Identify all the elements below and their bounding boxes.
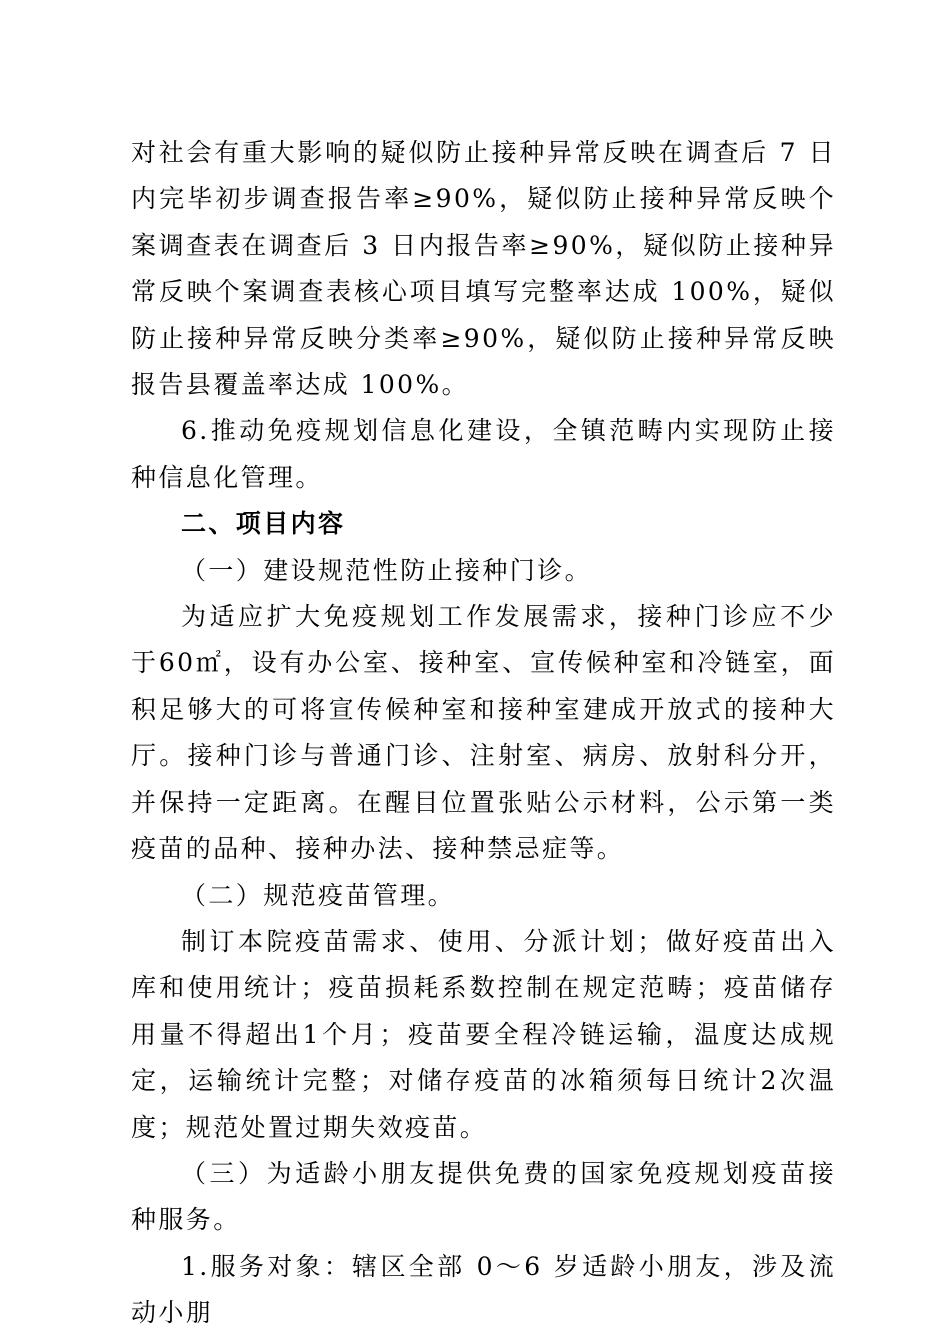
paragraph-informatization: 6.推动免疫规划信息化建设，全镇范畴内实现防止接种信息化管理。 [131,416,836,492]
document-body [131,130,836,1337]
paragraph-vaccination-reporting-rates: 对社会有重大影响的疑似防止接种异常反映在调查后 7 日内完毕初步调查报告率≥90%，疑似防止接种异常反映个案调查表在调查后 3 日内报告率≥90%，疑似防止接种异常反映个案调查表核心项目填写完整率达成 100%，疑似防止接种异常反映分类率≥90%，疑似防止接种异常反映报告县覆盖率达成 100%。 [131,138,836,400]
subsection-heading-clinic: （一）建设规范性防止接种门诊。 [181,555,593,585]
paragraph-vaccine-management: 制订本院疫苗需求、使用、分派计划；做好疫苗出入库和使用统计；疫苗损耗系数控制在规定范畴；疫苗储存用量不得超出1个月；疫苗要全程冷链运输，温度达成规定，运输统计完整；对储存疫苗的冰箱须每日统计2次温度；规范处置过期失效疫苗。 [131,926,836,1142]
paragraph-service-target: 1.服务对象：辖区全部 0～6 岁适龄小朋友，涉及流动小朋 [131,1251,836,1328]
subsection-heading-vaccine-management: （二）规范疫苗管理。 [181,880,456,910]
subsection-heading-free-vaccination: （三）为适龄小朋友提供免费的国家免疫规划疫苗接种服务。 [131,1158,836,1235]
section-heading-project-content: 二、项目内容 [181,509,346,539]
paragraph-clinic-requirements: 为适应扩大免疫规划工作发展需求，接种门诊应不少于60㎡，设有办公室、接种室、宣传候种室和冷链室，面积足够大的可将宣传候种室和接种室建成开放式的接种大厅。接种门诊与普通门诊、注射室、病房、放射科分开，并保持一定距离。在醒目位置张贴公示材料，公示第一类疫苗的品种、接种办法、接种禁忌症等。 [131,602,836,864]
